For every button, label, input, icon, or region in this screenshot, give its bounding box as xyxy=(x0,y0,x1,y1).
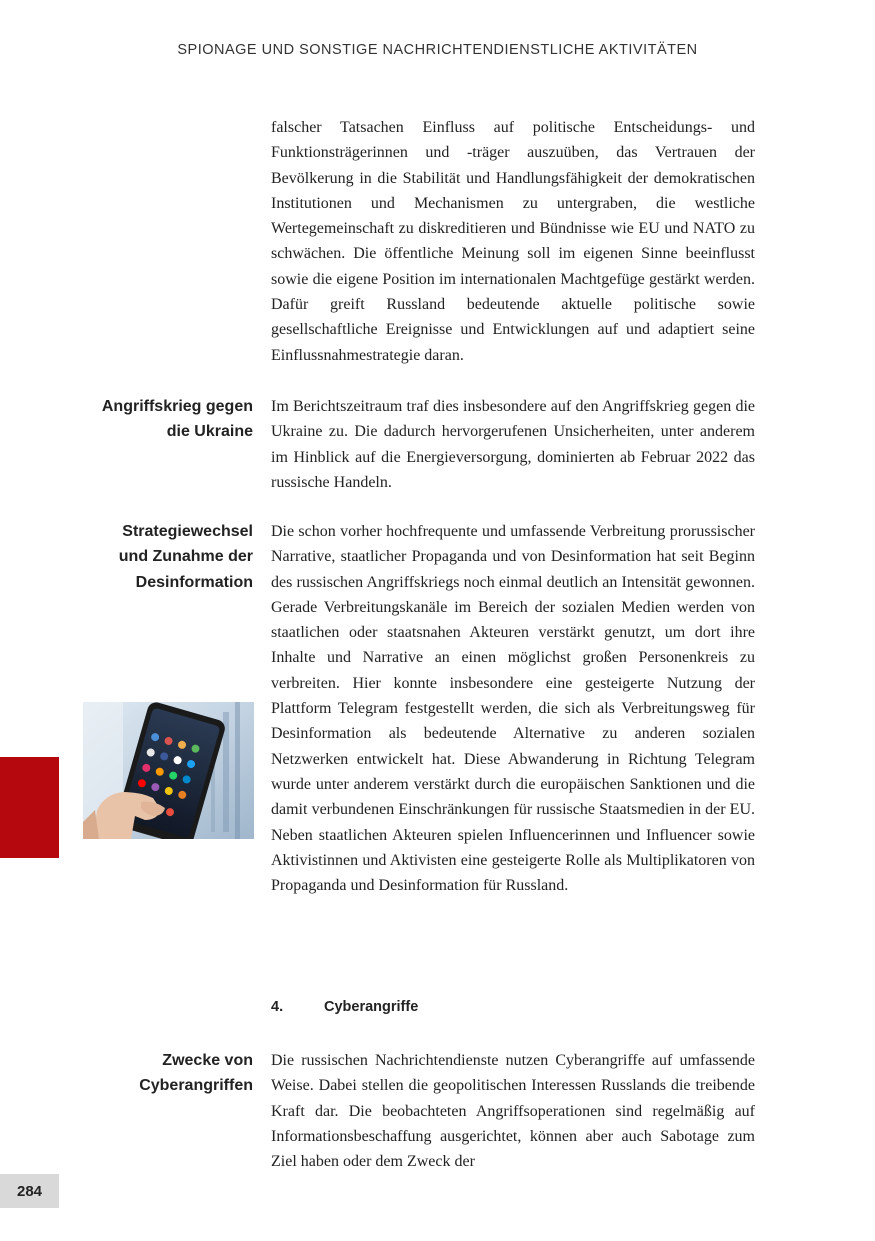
intro-paragraph: falscher Tatsachen Einfluss auf politische Entscheidungs- und Funktionsträgerinnen und -träger auszuüben, das Vertrauen der Bevölkerung in die Stabilität und Handlungsfähigkeit der demokratischen Institutionen und Mechanismen zu untergraben, die westliche Wertegemeinschaft zu diskreditieren und Bündnisse wie EU und NATO zu schwächen. Die öffentliche Meinung soll im eigenen Sinne beeinflusst sowie die eigene Position im internationalen Machtgefüge gestärkt werden. Dafür greift Russland bedeutende aktuelle politische sowie gesellschaftliche Ereignisse und Entwicklungen auf und adaptiert seine Einflussnahmestrategie daran. xyxy=(271,119,755,364)
ukraine-paragraph: Im Berichtszeitraum traf dies insbesondere auf den Angriffskrieg gegen die Ukraine zu. Die dadurch hervorgerufenen Unsicherheiten, unter anderem im Hinblick auf die Energieversorgung, dominierten ab Februar 2022 das russische Handeln. xyxy=(271,398,755,491)
page-number: 284 xyxy=(0,1174,59,1208)
smartphone-photo xyxy=(83,702,254,839)
side-label-line: Cyberangriffen xyxy=(139,1077,253,1095)
chapter-marker-tab xyxy=(0,757,59,858)
side-label-line: Desinformation xyxy=(135,573,253,591)
strategy-paragraph: Die schon vorher hochfrequente und umfassende Verbreitung prorussischer Narrative, staatlicher Propaganda und von Desinformation hat seit Beginn des russischen Angriffskriegs noch einmal deutlich an Intensität gewonnen. Gerade Verbreitungskanäle im Bereich der sozialen Medien werden von staatlichen oder staatsnahen Akteuren verstärkt genutzt, um dort ihre Inhalte und Narrative an einen möglichst großen Personenkreis zu verbreiten. Hier konnte insbesondere eine gesteigerte Nutzung der Plattform Telegram festgestellt werden, die sich als Verbreitungsweg für Desinformation als bedeutende Alternative zu anderen sozialen Netzwerken entwickelt hat. Diese Abwanderung in Richtung Telegram wurde unter anderem verstärkt durch die europäischen Sanktionen und die damit verbundenen Einschränkungen für russische Staatsmedien in der EU. Neben staatlichen Akteuren spielen Influencerinnen und Influencer sowie Aktivistinnen und Aktivisten eine gesteigerte Rolle als Multiplikatoren von Propaganda und Desinformation für Russland. xyxy=(271,523,755,895)
section-number: 4. xyxy=(271,999,284,1015)
cyber-paragraph: Die russischen Nachrichtendienste nutzen Cyberangriffe auf umfassende Weise. Dabei stellen die geopolitischen Interessen Russlands die treibende Kraft dar. Die beobachteten Angriffsoperationen sind regelmäßig auf Informationsbeschaffung ausgerichtet, können aber auch Sabotage zum Ziel haben oder dem Zweck der xyxy=(271,1052,755,1171)
side-label-line: Zwecke von xyxy=(162,1052,253,1069)
running-header: SPIONAGE UND SONSTIGE NACHRICHTENDIENSTLICHE AKTIVITÄTEN xyxy=(177,42,698,58)
side-label-line: die Ukraine xyxy=(166,423,253,441)
side-label-line: Angriffskrieg gegen xyxy=(101,398,253,415)
side-label-line: und Zunahme der xyxy=(118,548,253,566)
side-label-ukraine xyxy=(53,394,253,445)
side-label-cyber xyxy=(53,1048,253,1099)
side-label-strategy xyxy=(53,519,253,595)
side-label-line: Strategiewechsel xyxy=(122,523,253,540)
section-heading xyxy=(271,999,418,1015)
section-title: Cyberangriffe xyxy=(324,999,419,1015)
